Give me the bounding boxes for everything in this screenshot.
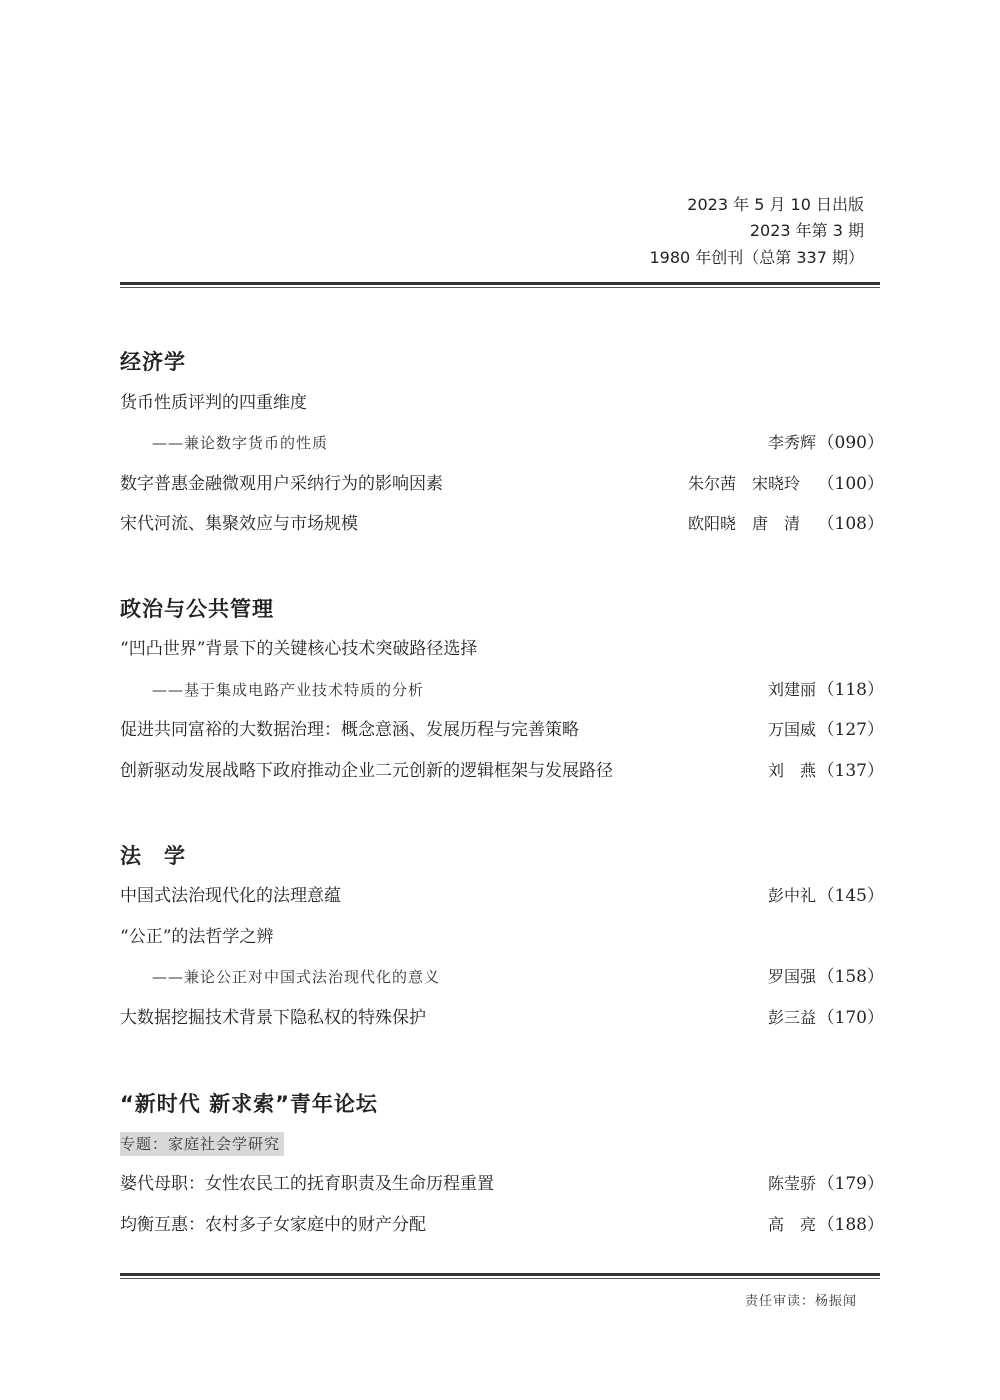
toc-entry[interactable] (120, 883, 884, 909)
toc-entry[interactable] (120, 924, 884, 950)
article-author: 朱尔茜 宋晓玲 (688, 474, 801, 493)
responsible-editor: 责任审读：杨振闻 (744, 1294, 857, 1309)
toc-entry[interactable] (120, 511, 884, 537)
toc-entry[interactable] (120, 390, 884, 416)
article-author: 高 亮 (768, 1215, 817, 1234)
article-author: 陈莹骄 (768, 1174, 817, 1193)
toc-entry[interactable] (120, 677, 884, 703)
article-title: 促进共同富裕的大数据治理：概念意涵、发展历程与完善策略 (120, 720, 579, 740)
publication-date: 2023 年 5 月 10 日出版 (687, 195, 864, 214)
article-title: 创新驱动发展战略下政府推动企业二元创新的逻辑框架与发展路径 (120, 761, 613, 781)
page-number: （158） (817, 967, 884, 987)
article-title: 婆代母职：女性农民工的抚育职责及生命历程重置 (120, 1174, 494, 1194)
page-number: （090） (817, 433, 884, 453)
toc-entry[interactable] (120, 1171, 884, 1197)
article-author: 彭中礼 (768, 886, 817, 905)
article-subtitle: ——兼论公正对中国式法治现代化的意义 (152, 968, 441, 986)
page-number: （100） (817, 474, 884, 494)
issue-number: 2023 年第 3 期 (749, 221, 864, 240)
toc-entry[interactable] (120, 471, 884, 497)
toc-entry[interactable] (120, 1005, 884, 1031)
section-title-politics: 政治与公共管理 (120, 597, 274, 621)
toc-entry[interactable] (120, 1212, 884, 1238)
article-title: 大数据挖掘技术背景下隐私权的特殊保护 (120, 1008, 426, 1028)
page-number: （179） (817, 1174, 884, 1194)
page-number: （127） (817, 720, 884, 740)
article-title: 中国式法治现代化的法理意蕴 (120, 886, 341, 906)
special-topic-label: 专题：家庭社会学研究 (120, 1132, 284, 1156)
section-title-law: 法 学 (120, 844, 186, 868)
toc-entry[interactable] (120, 430, 884, 456)
article-author: 李秀辉 (768, 433, 817, 452)
article-title: “凹凸世界”背景下的关键核心技术突破路径选择 (120, 639, 478, 659)
article-title: “公正”的法哲学之辨 (120, 927, 274, 947)
article-author: 罗国强 (768, 967, 817, 986)
article-title: 宋代河流、集聚效应与市场规模 (120, 514, 358, 534)
page-number: （108） (817, 514, 884, 534)
toc-entry[interactable] (120, 964, 884, 990)
article-author: 欧阳晓 唐 清 (688, 514, 801, 533)
page-number: （170） (817, 1008, 884, 1028)
section-title-economics: 经济学 (120, 350, 186, 374)
page-number: （188） (817, 1215, 884, 1235)
article-author: 刘建丽 (768, 680, 817, 699)
toc-entry[interactable] (120, 636, 884, 662)
page-number: （118） (817, 680, 884, 700)
article-subtitle: ——兼论数字货币的性质 (152, 434, 329, 452)
article-author: 刘 燕 (768, 761, 817, 780)
article-subtitle: ——基于集成电路产业技术特质的分析 (152, 681, 425, 699)
article-author: 万国威 (768, 720, 817, 739)
article-author: 彭三益 (768, 1008, 817, 1027)
page-number: （137） (817, 761, 884, 781)
header-rule (120, 282, 880, 288)
article-title: 均衡互惠：农村多子女家庭中的财产分配 (120, 1215, 426, 1235)
article-title: 货币性质评判的四重维度 (120, 393, 307, 413)
footer-rule (120, 1273, 880, 1279)
founding-info: 1980 年创刊（总第 337 期） (649, 248, 864, 267)
toc-entry[interactable] (120, 758, 884, 784)
article-title: 数字普惠金融微观用户采纳行为的影响因素 (120, 474, 443, 494)
page-number: （145） (817, 886, 884, 906)
toc-entry[interactable] (120, 717, 884, 743)
section-title-youth-forum: “新时代 新求索”青年论坛 (120, 1092, 378, 1116)
